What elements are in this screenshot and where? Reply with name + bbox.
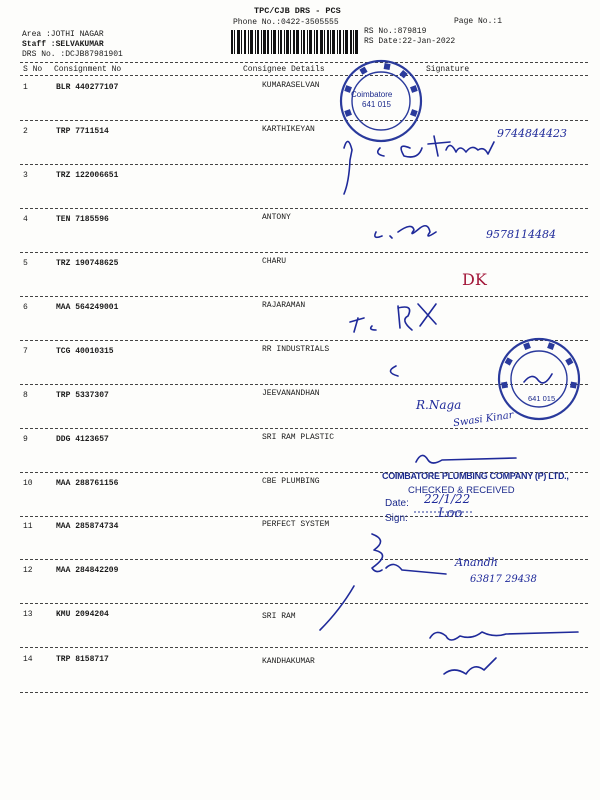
stamp-sign-label: Sign: bbox=[385, 513, 408, 524]
row-divider bbox=[20, 428, 588, 429]
row-consignment: TCG 40010315 bbox=[56, 347, 114, 356]
row-sno: 13 bbox=[23, 610, 33, 619]
row-sno: 6 bbox=[23, 303, 28, 312]
barcode bbox=[231, 30, 358, 54]
col-sno: S No bbox=[23, 65, 43, 74]
handwritten-name: Anandh bbox=[455, 556, 498, 569]
row-consignee: KUMARASELVAN bbox=[262, 81, 320, 90]
row-consignment: KMU 2094204 bbox=[56, 610, 109, 619]
stamp-status: CHECKED & RECEIVED bbox=[408, 485, 515, 496]
col-consignment: Consignment No bbox=[54, 65, 122, 74]
row-consignee: JEEVANANDHAN bbox=[262, 389, 320, 398]
row-consignee: ANTONY bbox=[262, 213, 291, 222]
round-stamp-icon bbox=[496, 336, 582, 422]
handwritten-sign: Swasi Kinar bbox=[452, 409, 515, 430]
signature-icon bbox=[368, 218, 488, 248]
row-consignee: CBE PLUMBING bbox=[262, 477, 320, 486]
staff-field: Staff :SELVAKUMAR bbox=[22, 40, 104, 49]
row-sno: 3 bbox=[23, 171, 28, 180]
row-sno: 5 bbox=[23, 259, 28, 268]
row-sno: 11 bbox=[23, 522, 33, 531]
row-consignee: KARTHIKEYAN bbox=[262, 125, 315, 134]
drs-number: DRS No. :DCJB87981901 bbox=[22, 50, 123, 59]
row-consignment: MAA 285874734 bbox=[56, 522, 119, 531]
row-consignment: TRP 5337307 bbox=[56, 391, 109, 400]
document-title: TPC/CJB DRS - PCS bbox=[254, 6, 341, 16]
stamp-city: Coimbatore bbox=[351, 90, 393, 99]
divider bbox=[20, 62, 588, 63]
handwritten-phone: 9744844423 bbox=[497, 127, 567, 140]
signature-icon bbox=[338, 120, 528, 200]
row-sno: 7 bbox=[23, 347, 28, 356]
stamp-pin: 641 015 bbox=[528, 394, 556, 403]
signature-icon bbox=[412, 448, 522, 474]
row-sno: 14 bbox=[23, 655, 33, 664]
row-consignee: PERFECT SYSTEM bbox=[262, 520, 330, 529]
row-divider bbox=[20, 559, 588, 560]
handwritten-phone: 63817 29438 bbox=[470, 574, 537, 585]
signature-icon bbox=[340, 298, 450, 338]
row-divider bbox=[20, 252, 588, 253]
row-divider bbox=[20, 208, 588, 209]
rs-date: RS Date:22-Jan-2022 bbox=[364, 37, 456, 46]
row-sno: 9 bbox=[23, 435, 28, 444]
row-sno: 4 bbox=[23, 215, 28, 224]
handwritten-sign: Loo bbox=[438, 506, 463, 521]
row-consignment: TRP 7711514 bbox=[56, 127, 109, 136]
signature-icon bbox=[424, 618, 584, 688]
stamp-date-label: Date: bbox=[385, 498, 409, 509]
row-sno: 8 bbox=[23, 391, 28, 400]
row-consignee: SRI RAM bbox=[262, 612, 296, 621]
col-consignee: Consignee Details bbox=[243, 65, 325, 74]
row-sno: 2 bbox=[23, 127, 28, 136]
handwritten-initials: DK bbox=[462, 270, 487, 289]
handwritten-phone: 9578114484 bbox=[486, 228, 556, 241]
row-consignee: RR INDUSTRIALS bbox=[262, 345, 330, 354]
row-divider bbox=[20, 692, 588, 693]
rs-number: RS No.:879819 bbox=[364, 27, 427, 36]
row-consignment: DDG 4123657 bbox=[56, 435, 109, 444]
row-consignment: TEN 7185596 bbox=[56, 215, 109, 224]
row-consignment: MAA 564249001 bbox=[56, 303, 119, 312]
row-consignee: KANDHAKUMAR bbox=[262, 657, 315, 666]
stamp-pin: 641 015 bbox=[362, 100, 391, 109]
row-consignee: SRI RAM PLASTIC bbox=[262, 433, 335, 442]
row-consignment: MAA 284842209 bbox=[56, 566, 119, 575]
row-sno: 1 bbox=[23, 83, 28, 92]
stamp-company: COIMBATORE PLUMBING COMPANY (P) LTD., bbox=[382, 471, 569, 481]
row-consignment: MAA 288761156 bbox=[56, 479, 119, 488]
row-consignment: TRZ 122006651 bbox=[56, 171, 119, 180]
phone-number: Phone No.:0422-3505555 bbox=[233, 18, 339, 27]
col-signature: Signature bbox=[426, 65, 470, 74]
row-divider bbox=[20, 516, 588, 517]
row-consignee: CHARU bbox=[262, 257, 287, 266]
signature-icon bbox=[382, 362, 412, 382]
page-number: Page No.:1 bbox=[454, 17, 503, 26]
row-consignment: BLR 440277107 bbox=[56, 83, 119, 92]
row-consignee: RAJARAMAN bbox=[262, 301, 306, 310]
row-consignment: TRP 8158717 bbox=[56, 655, 109, 664]
row-divider bbox=[20, 296, 588, 297]
row-sno: 12 bbox=[23, 566, 33, 575]
area-field: Area :JOTHI NAGAR bbox=[22, 30, 104, 39]
row-sno: 10 bbox=[23, 479, 33, 488]
handwritten-date: 22/1/22 bbox=[424, 492, 471, 506]
row-consignment: TRZ 190748625 bbox=[56, 259, 119, 268]
row-divider bbox=[20, 603, 588, 604]
divider bbox=[20, 75, 588, 76]
handwritten-name: R.Naga bbox=[416, 398, 462, 412]
